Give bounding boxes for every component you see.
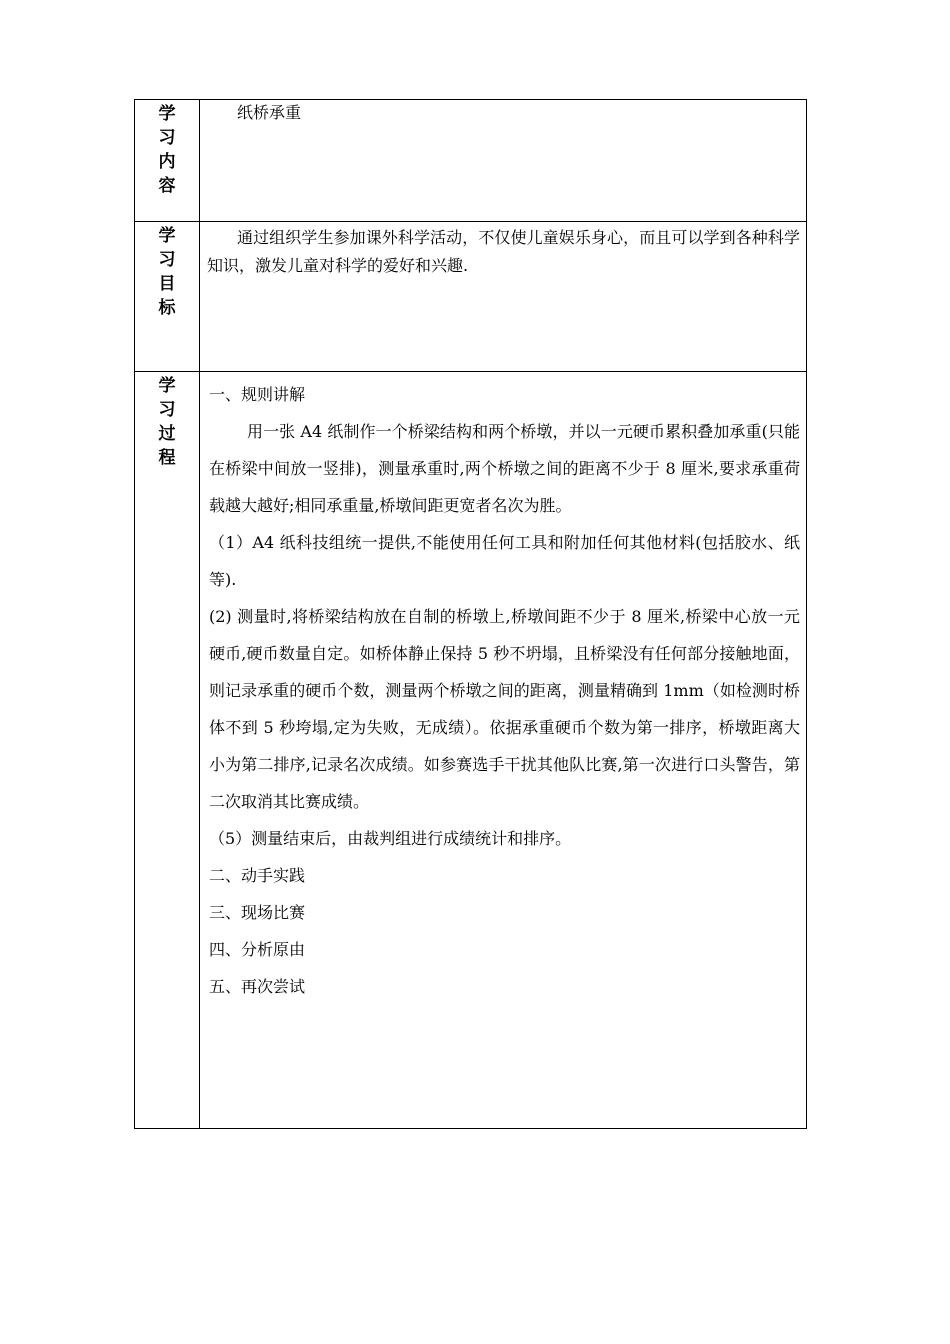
row-label-content <box>135 100 200 222</box>
row-label-process <box>135 372 200 1129</box>
row-body-objective <box>200 222 807 372</box>
lesson-plan-table <box>134 99 807 1129</box>
section-heading-competition: 三、现场比赛 <box>209 903 306 922</box>
rule-item-1: （1）A4 纸科技组统一提供,不能使用任何工具和附加任何其他材料(包括胶水、纸等). <box>209 533 800 589</box>
label-char: 过 <box>158 424 176 444</box>
rule-item-5: （5）测量结束后，由裁判组进行成绩统计和排序。 <box>209 829 572 848</box>
label-char: 标 <box>158 298 176 318</box>
label-char: 学 <box>158 376 176 396</box>
label-char: 程 <box>158 448 176 468</box>
table-row-process <box>135 372 807 1129</box>
section-heading-rules: 一、规则讲解 <box>209 385 306 404</box>
learning-content-text: 纸桥承重 <box>237 103 302 122</box>
label-char: 内 <box>158 152 176 172</box>
section-heading-retry: 五、再次尝试 <box>209 977 306 996</box>
row-body-process <box>200 372 807 1129</box>
table-row-content <box>135 100 807 222</box>
label-char: 习 <box>158 250 176 270</box>
label-char: 学 <box>158 226 176 246</box>
section-heading-practice: 二、动手实践 <box>209 866 306 885</box>
table-row-objective <box>135 222 807 372</box>
rule-item-2: (2) 测量时,将桥梁结构放在自制的桥墩上,桥墩间距不少于 8 厘米,桥梁中心放一元硬币,硬币数量自定。如桥体静止保持 5 秒不坍塌，且桥梁没有任何部分接触地面，则记录承重的硬币个数，测量两个桥墩之间的距离，测量精确到 1mm（如检测时桥体不到 5 秒垮塌,定为失败，无成绩）。依据承重硬币个数为第一排序，桥墩距离大小为第二排序,记录名次成绩。如参赛选手干扰其他队比赛,第一次进行口头警告，第二次取消其比赛成绩。 <box>209 607 800 811</box>
row-body-content <box>200 100 807 222</box>
label-char: 习 <box>158 400 176 420</box>
label-char: 容 <box>158 176 176 196</box>
label-char: 目 <box>158 274 176 294</box>
section-heading-analysis: 四、分析原由 <box>209 940 306 959</box>
row-label-objective <box>135 222 200 372</box>
learning-objective-text: 通过组织学生参加课外科学活动，不仅使儿童娱乐身心，而且可以学到各种科学知识，激发儿童对科学的爱好和兴趣. <box>207 228 800 275</box>
label-char: 学 <box>158 104 176 124</box>
rules-paragraph: 用一张 A4 纸制作一个桥梁结构和两个桥墩，并以一元硬币累积叠加承重(只能在桥梁中间放一竖排)，测量承重时,两个桥墩之间的距离不少于 8 厘米,要求承重荷载越大越好;相同承重量,桥墩间距更宽者名次为胜。 <box>209 422 800 515</box>
label-char: 习 <box>158 128 176 148</box>
learning-process-body <box>200 372 806 1005</box>
